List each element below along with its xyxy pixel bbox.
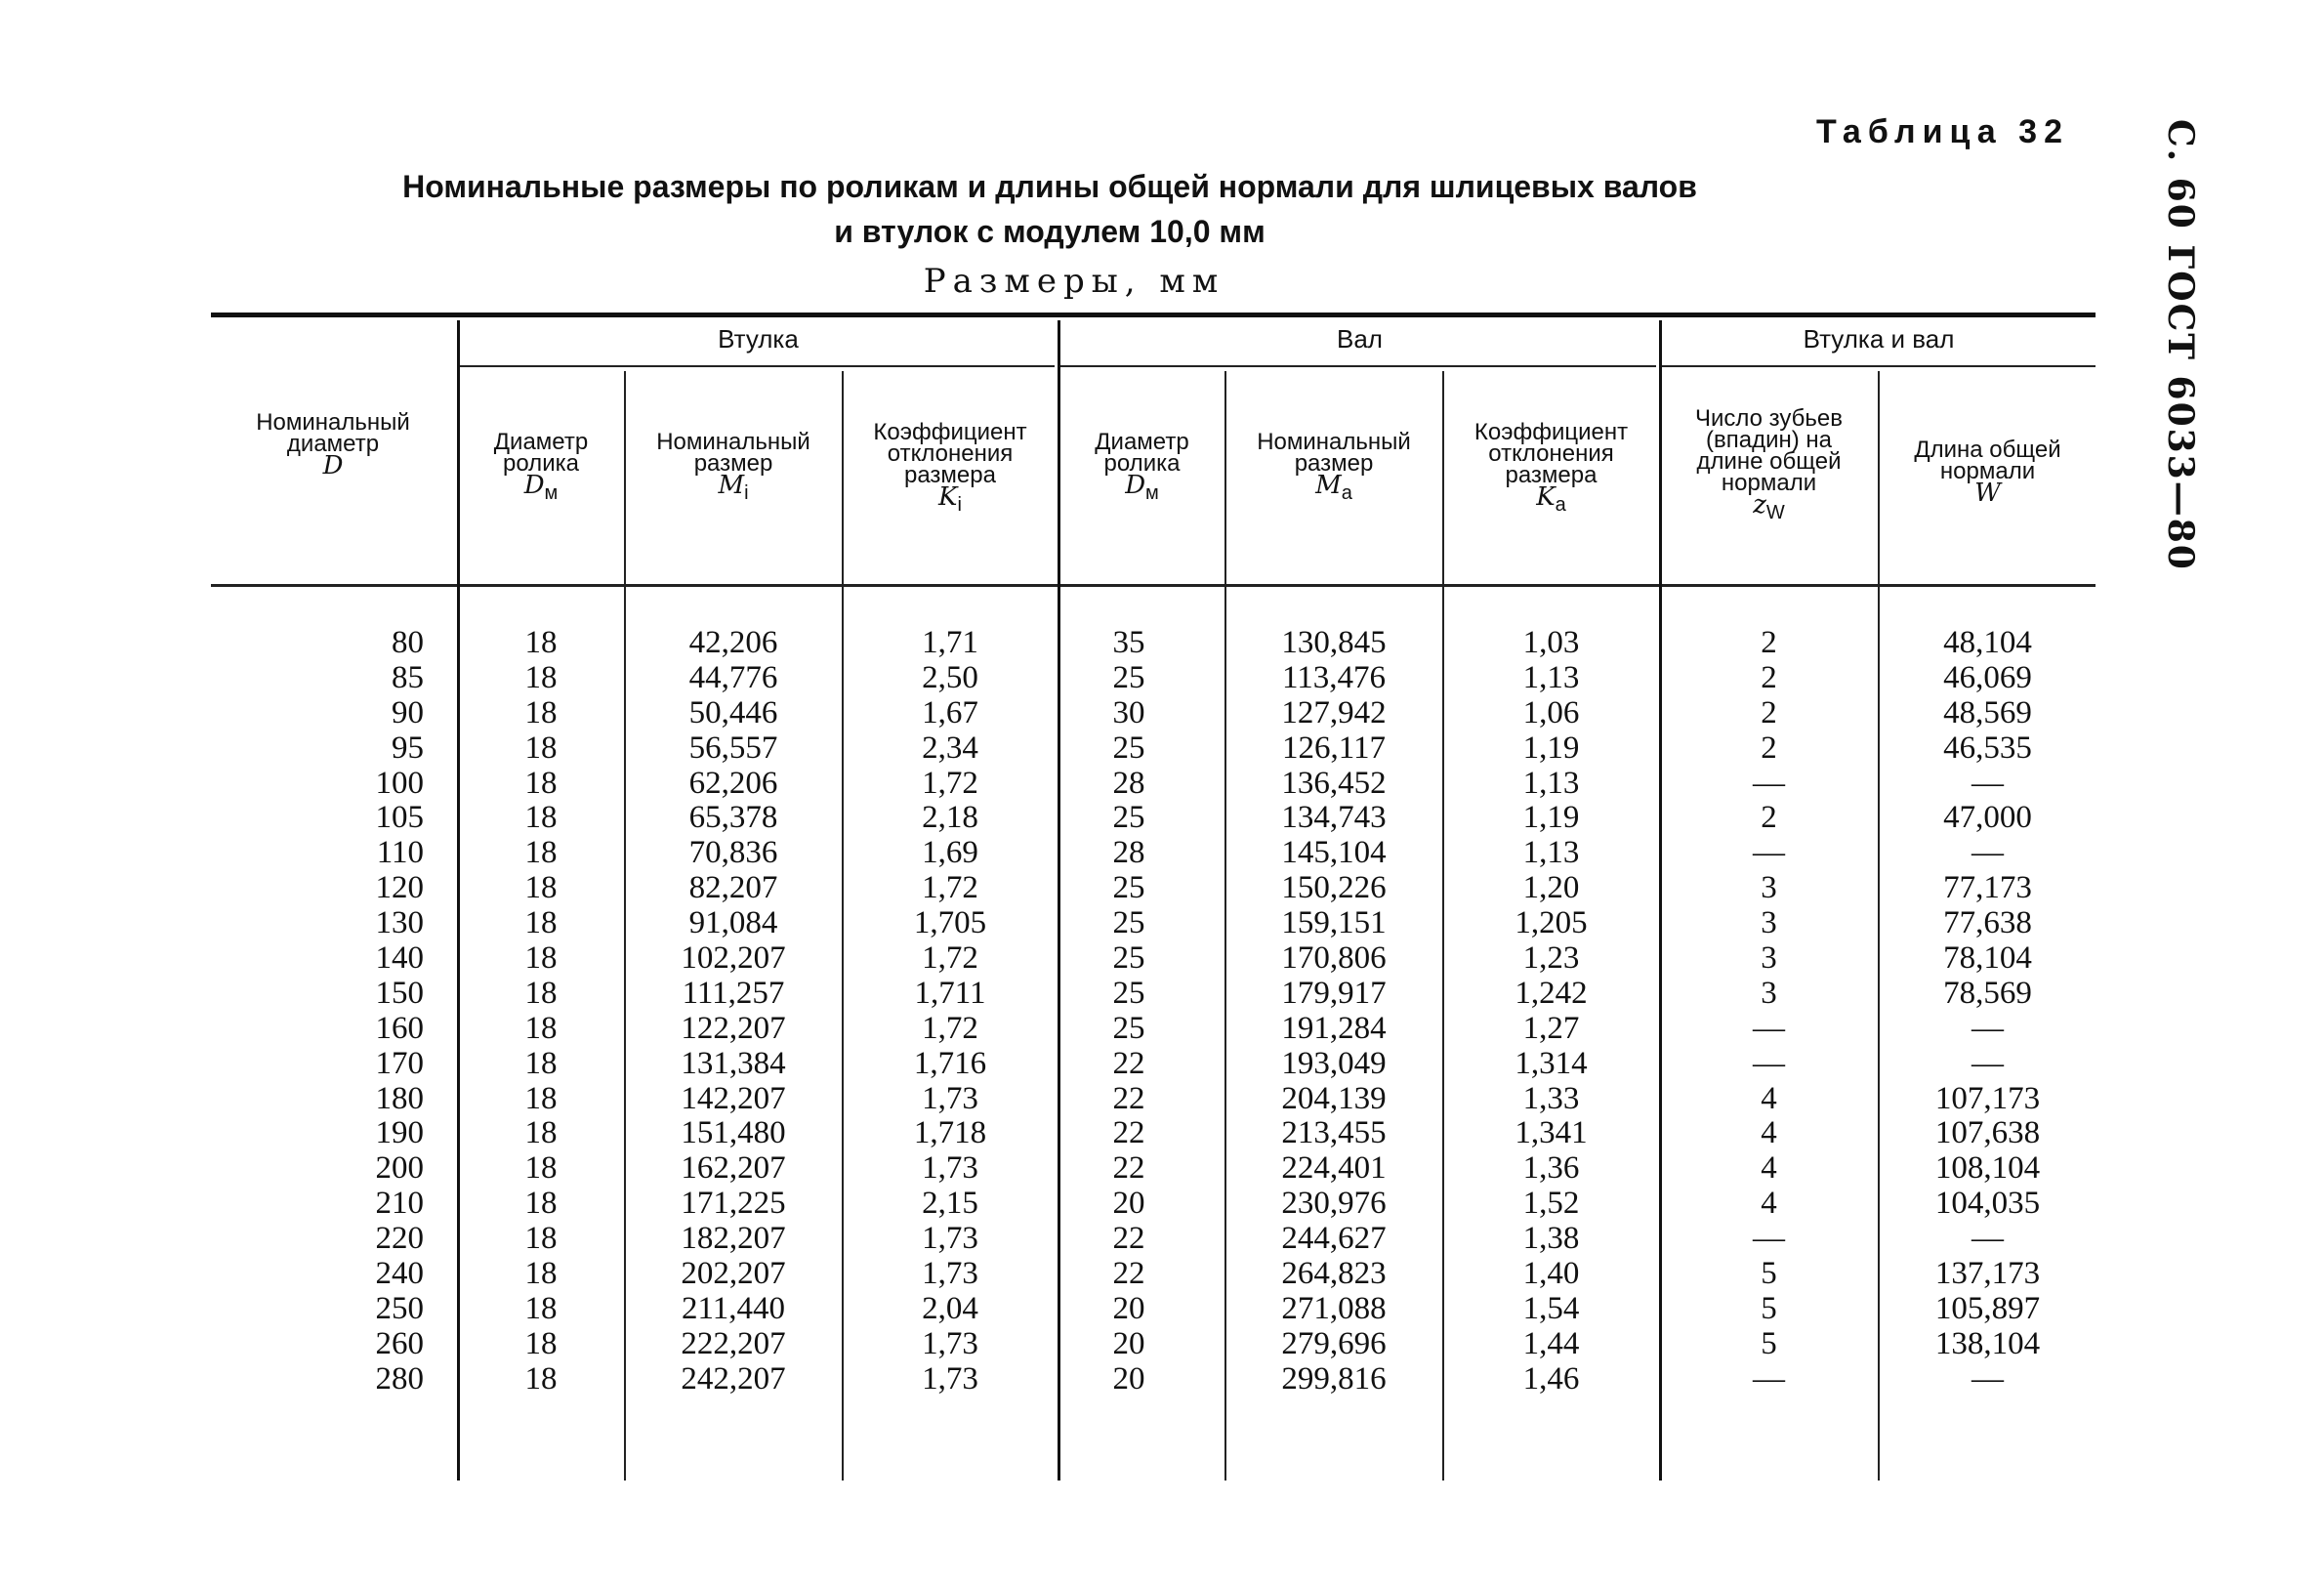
table-cell: 20: [1112, 1325, 1145, 1361]
table-cell: 2,34: [922, 730, 978, 766]
table-cell: 1,13: [1522, 765, 1580, 801]
table-cell: 5: [1761, 1256, 1777, 1292]
table-cell: —: [1971, 1360, 2004, 1397]
table-cell: 122,207: [681, 1010, 786, 1046]
table-cell: 250: [375, 1290, 424, 1326]
table-cell: 171,225: [681, 1186, 786, 1222]
table-cell: 190: [375, 1115, 424, 1151]
table-cell: 42,206: [688, 625, 778, 660]
table-cell: 220: [375, 1221, 424, 1257]
header-bottom-rule: [211, 584, 2096, 587]
table-cell: 1,06: [1522, 694, 1580, 730]
table-cell: 126,117: [1281, 730, 1387, 766]
table-cell: 105,897: [1934, 1290, 2041, 1326]
table-cell: 224,401: [1281, 1150, 1387, 1187]
table-cell: 1,73: [922, 1256, 978, 1292]
table-cell: 28: [1112, 835, 1145, 871]
header-teeth-count: Число зубьев (впадин) на длине общей нормали $z_W$: [1694, 405, 1844, 523]
page-standard-label: С. 60 ГОСТ 6033—80: [2160, 119, 2201, 571]
table-cell: 1,716: [913, 1045, 987, 1081]
table-cell: 18: [524, 1221, 558, 1257]
table-cell: 77,173: [1943, 870, 2032, 906]
table-cell: 1,72: [922, 870, 978, 906]
table-cell: 18: [524, 1045, 558, 1081]
table-cell: 1,19: [1522, 730, 1580, 766]
title-line-1: Номинальные размеры по роликам и длины общей нормали для шлицевых валов: [402, 169, 1697, 204]
table-cell: 30: [1112, 694, 1145, 730]
table-cell: 1,36: [1522, 1150, 1580, 1187]
header-nominal-size-shaft: Номинальный размер $M_a$: [1257, 429, 1411, 504]
table-cell: 193,049: [1281, 1045, 1387, 1081]
header-nominal-size-bushing: Номинальный размер $M_i$: [656, 429, 810, 504]
table-cell: 25: [1112, 659, 1145, 695]
table-cell: 145,104: [1281, 835, 1387, 871]
table-cell: 18: [524, 1150, 558, 1187]
table-cell: 18: [524, 800, 558, 836]
column-Dm-bushing: [459, 626, 623, 1397]
table-cell: 4: [1761, 1186, 1777, 1222]
table-cell: 25: [1112, 940, 1145, 977]
table-cell: 1,52: [1522, 1186, 1580, 1222]
group-shaft: Вал: [1337, 324, 1383, 354]
table-cell: 22: [1112, 1150, 1145, 1187]
table-cell: —: [1753, 765, 1785, 801]
table-cell: 160: [375, 1010, 424, 1046]
table-cell: 1,73: [922, 1080, 978, 1116]
table-cell: 25: [1112, 800, 1145, 836]
table-cell: 1,19: [1522, 800, 1580, 836]
table-cell: 1,38: [1522, 1221, 1580, 1257]
table-cell: 1,13: [1522, 835, 1580, 871]
table-cell: 18: [524, 1080, 558, 1116]
table-cell: 2: [1761, 625, 1777, 660]
table-cell: 242,207: [681, 1360, 786, 1397]
table-cell: 1,73: [922, 1325, 978, 1361]
table-cell: 4: [1761, 1115, 1777, 1151]
table-cell: 299,816: [1281, 1360, 1387, 1397]
table-cell: 244,627: [1281, 1221, 1387, 1257]
table-cell: 20: [1112, 1360, 1145, 1397]
table-cell: 1,69: [922, 835, 978, 871]
table-cell: 2: [1761, 730, 1777, 766]
table-cell: 78,569: [1943, 975, 2032, 1011]
table-cell: 1,341: [1515, 1115, 1588, 1151]
table-cell: 264,823: [1281, 1256, 1387, 1292]
table-cell: 18: [524, 1186, 558, 1222]
column-Dm-shaft: [1060, 626, 1197, 1397]
table-cell: 5: [1761, 1290, 1777, 1326]
table-cell: 4: [1761, 1150, 1777, 1187]
table-cell: 70,836: [688, 835, 778, 871]
table-cell: 77,638: [1943, 905, 2032, 941]
table-cell: 120: [375, 870, 424, 906]
table-cell: 18: [524, 905, 558, 941]
header-coef-shaft: Коэффициент отклонения размера $K_a$: [1473, 419, 1629, 516]
table-cell: 204,139: [1281, 1080, 1387, 1116]
table-cell: 142,207: [681, 1080, 786, 1116]
table-cell: —: [1753, 1045, 1785, 1081]
table-cell: 1,242: [1515, 975, 1588, 1011]
table-cell: 179,917: [1281, 975, 1387, 1011]
header-roller-diameter-bushing: Диаметр ролика $D_м$: [493, 429, 589, 504]
table-cell: 18: [524, 625, 558, 660]
table-cell: —: [1971, 1010, 2004, 1046]
table-cell: 3: [1761, 870, 1777, 906]
table-cell: 159,151: [1281, 905, 1387, 941]
table-cell: 5: [1761, 1325, 1777, 1361]
header-roller-diameter-shaft: Диаметр ролика $D_м$: [1095, 429, 1189, 504]
table-cell: 3: [1761, 940, 1777, 977]
table-cell: 107,173: [1934, 1080, 2041, 1116]
table-cell: 213,455: [1281, 1115, 1387, 1151]
table-cell: 100: [375, 765, 424, 801]
table-cell: 2,50: [922, 659, 978, 695]
table-cell: 50,446: [688, 694, 778, 730]
table-cell: 20: [1112, 1290, 1145, 1326]
table-cell: 46,069: [1943, 659, 2032, 695]
table-cell: 2: [1761, 659, 1777, 695]
table-cell: 2,15: [922, 1186, 978, 1222]
table-cell: 18: [524, 694, 558, 730]
table-cell: 95: [392, 730, 424, 766]
table-cell: 22: [1112, 1080, 1145, 1116]
table-cell: 2: [1761, 800, 1777, 836]
column-Ka: [1444, 626, 1658, 1397]
table-cell: 138,104: [1934, 1325, 2041, 1361]
table-cell: 260: [375, 1325, 424, 1361]
table-cell: 65,378: [688, 800, 778, 836]
table-cell: 22: [1112, 1045, 1145, 1081]
table-cell: 62,206: [688, 765, 778, 801]
table-cell: 222,207: [681, 1325, 786, 1361]
table-cell: —: [1753, 1010, 1785, 1046]
table-cell: 80: [392, 625, 424, 660]
table-cell: 202,207: [681, 1256, 786, 1292]
table-cell: 91,084: [688, 905, 778, 941]
table-cell: 1,314: [1515, 1045, 1588, 1081]
table-cell: 1,27: [1522, 1010, 1580, 1046]
table-cell: 1,20: [1522, 870, 1580, 906]
table-cell: 90: [392, 694, 424, 730]
table-cell: —: [1971, 765, 2004, 801]
table-cell: 130,845: [1281, 625, 1387, 660]
table-cell: 134,743: [1281, 800, 1387, 836]
column-Ma: [1226, 626, 1441, 1397]
table-cell: 1,13: [1522, 659, 1580, 695]
table-cell: 25: [1112, 975, 1145, 1011]
table-cell: 108,104: [1934, 1150, 2041, 1187]
table-cell: 113,476: [1281, 659, 1387, 695]
header-coef-bushing: Коэффициент отклонения размера $K_i$: [873, 419, 1027, 516]
table-cell: 18: [524, 659, 558, 695]
table-cell: 18: [524, 1290, 558, 1326]
table-cell: 210: [375, 1186, 424, 1222]
table-cell: 22: [1112, 1221, 1145, 1257]
column-W: [1880, 626, 2096, 1397]
units-caption: Размеры, мм: [923, 262, 1225, 301]
table-cell: 22: [1112, 1115, 1145, 1151]
table-cell: 47,000: [1943, 800, 2032, 836]
table-cell: 18: [524, 1010, 558, 1046]
table-cell: 280: [375, 1360, 424, 1397]
table-cell: —: [1971, 835, 2004, 871]
table-cell: 182,207: [681, 1221, 786, 1257]
table-cell: 170,806: [1281, 940, 1387, 977]
table-cell: 1,73: [922, 1221, 978, 1257]
table-cell: —: [1753, 1221, 1785, 1257]
table-cell: 191,284: [1281, 1010, 1387, 1046]
table-cell: 111,257: [682, 975, 785, 1011]
table-cell: 150: [375, 975, 424, 1011]
table-cell: —: [1971, 1221, 2004, 1257]
table-cell: 3: [1761, 975, 1777, 1011]
table-cell: 2,18: [922, 800, 978, 836]
table-cell: 20: [1112, 1186, 1145, 1222]
table-top-rule: [211, 313, 2096, 317]
group-both: Втулка и вал: [1803, 324, 1955, 354]
table-cell: 25: [1112, 730, 1145, 766]
table-cell: 18: [524, 730, 558, 766]
table-cell: —: [1971, 1045, 2004, 1081]
table-cell: 131,384: [681, 1045, 786, 1081]
column-Ki: [844, 626, 1057, 1397]
table-cell: 102,207: [681, 940, 786, 977]
table-cell: 18: [524, 1256, 558, 1292]
table-cell: —: [1753, 835, 1785, 871]
table-cell: 170: [375, 1045, 424, 1081]
table-cell: 136,452: [1281, 765, 1387, 801]
table-cell: 1,40: [1522, 1256, 1580, 1292]
table-cell: 25: [1112, 905, 1145, 941]
table-cell: 140: [375, 940, 424, 977]
table-cell: 25: [1112, 870, 1145, 906]
table-cell: 22: [1112, 1256, 1145, 1292]
table-cell: 1,705: [913, 905, 987, 941]
table-cell: 1,718: [913, 1115, 987, 1151]
table-cell: 1,46: [1522, 1360, 1580, 1397]
table-cell: 200: [375, 1150, 424, 1187]
table-cell: 18: [524, 765, 558, 801]
table-cell: 18: [524, 1115, 558, 1151]
column-Mi: [626, 626, 841, 1397]
table-cell: —: [1753, 1360, 1785, 1397]
table-cell: 1,72: [922, 1010, 978, 1046]
header-normal-length: Длина общей нормали W: [1914, 437, 2061, 508]
table-number: Таблица 32: [1816, 113, 2069, 150]
table-cell: 78,104: [1943, 940, 2032, 977]
table-cell: 279,696: [1281, 1325, 1387, 1361]
table-cell: 150,226: [1281, 870, 1387, 906]
table-cell: 137,173: [1934, 1256, 2041, 1292]
table-cell: 18: [524, 940, 558, 977]
table-cell: 48,104: [1943, 625, 2032, 660]
table-cell: 107,638: [1934, 1115, 2041, 1151]
table-cell: 1,72: [922, 765, 978, 801]
title-line-2: и втулок с модулем 10,0 мм: [834, 214, 1266, 249]
table-cell: 44,776: [688, 659, 778, 695]
table-cell: 1,205: [1515, 905, 1588, 941]
table-cell: 1,73: [922, 1360, 978, 1397]
table-cell: 151,480: [681, 1115, 786, 1151]
group-rule-shaft: [1060, 365, 1656, 367]
table-cell: 105: [375, 800, 424, 836]
table-cell: 1,73: [922, 1150, 978, 1187]
table-cell: 127,942: [1281, 694, 1387, 730]
table-cell: 1,71: [922, 625, 978, 660]
table-cell: 230,976: [1281, 1186, 1387, 1222]
table-cell: 110: [376, 835, 424, 871]
table-title: [391, 164, 1709, 254]
table-cell: 130: [375, 905, 424, 941]
group-rule-bushing: [459, 365, 1055, 367]
table-cell: 1,54: [1522, 1290, 1580, 1326]
table-cell: 2,04: [922, 1290, 978, 1326]
table-cell: 1,33: [1522, 1080, 1580, 1116]
table-cell: 211,440: [681, 1290, 786, 1326]
table-cell: 56,557: [688, 730, 778, 766]
group-rule-both: [1662, 365, 2096, 367]
table-cell: 18: [524, 870, 558, 906]
column-D: [211, 626, 424, 1397]
table-cell: 35: [1112, 625, 1145, 660]
table-cell: 4: [1761, 1080, 1777, 1116]
table-cell: 18: [524, 835, 558, 871]
header-nominal-diameter: Номинальный диаметр D: [256, 409, 410, 480]
table-cell: 1,711: [914, 975, 986, 1011]
table-cell: 1,23: [1522, 940, 1580, 977]
table-cell: 271,088: [1281, 1290, 1387, 1326]
table-cell: 82,207: [688, 870, 778, 906]
table-cell: 104,035: [1934, 1186, 2041, 1222]
table-cell: 180: [375, 1080, 424, 1116]
table-cell: 162,207: [681, 1150, 786, 1187]
table-cell: 18: [524, 1360, 558, 1397]
table-cell: 2: [1761, 694, 1777, 730]
table-cell: 46,535: [1943, 730, 2032, 766]
table-cell: 48,569: [1943, 694, 2032, 730]
table-cell: 3: [1761, 905, 1777, 941]
group-bushing: Втулка: [718, 324, 799, 354]
table-cell: 25: [1112, 1010, 1145, 1046]
table-cell: 1,03: [1522, 625, 1580, 660]
table-cell: 240: [375, 1256, 424, 1292]
table-cell: 1,67: [922, 694, 978, 730]
column-zW: [1661, 626, 1877, 1397]
table-cell: 1,72: [922, 940, 978, 977]
table-cell: 85: [392, 659, 424, 695]
table-cell: 18: [524, 975, 558, 1011]
table-cell: 1,44: [1522, 1325, 1580, 1361]
table-cell: 18: [524, 1325, 558, 1361]
table-cell: 28: [1112, 765, 1145, 801]
